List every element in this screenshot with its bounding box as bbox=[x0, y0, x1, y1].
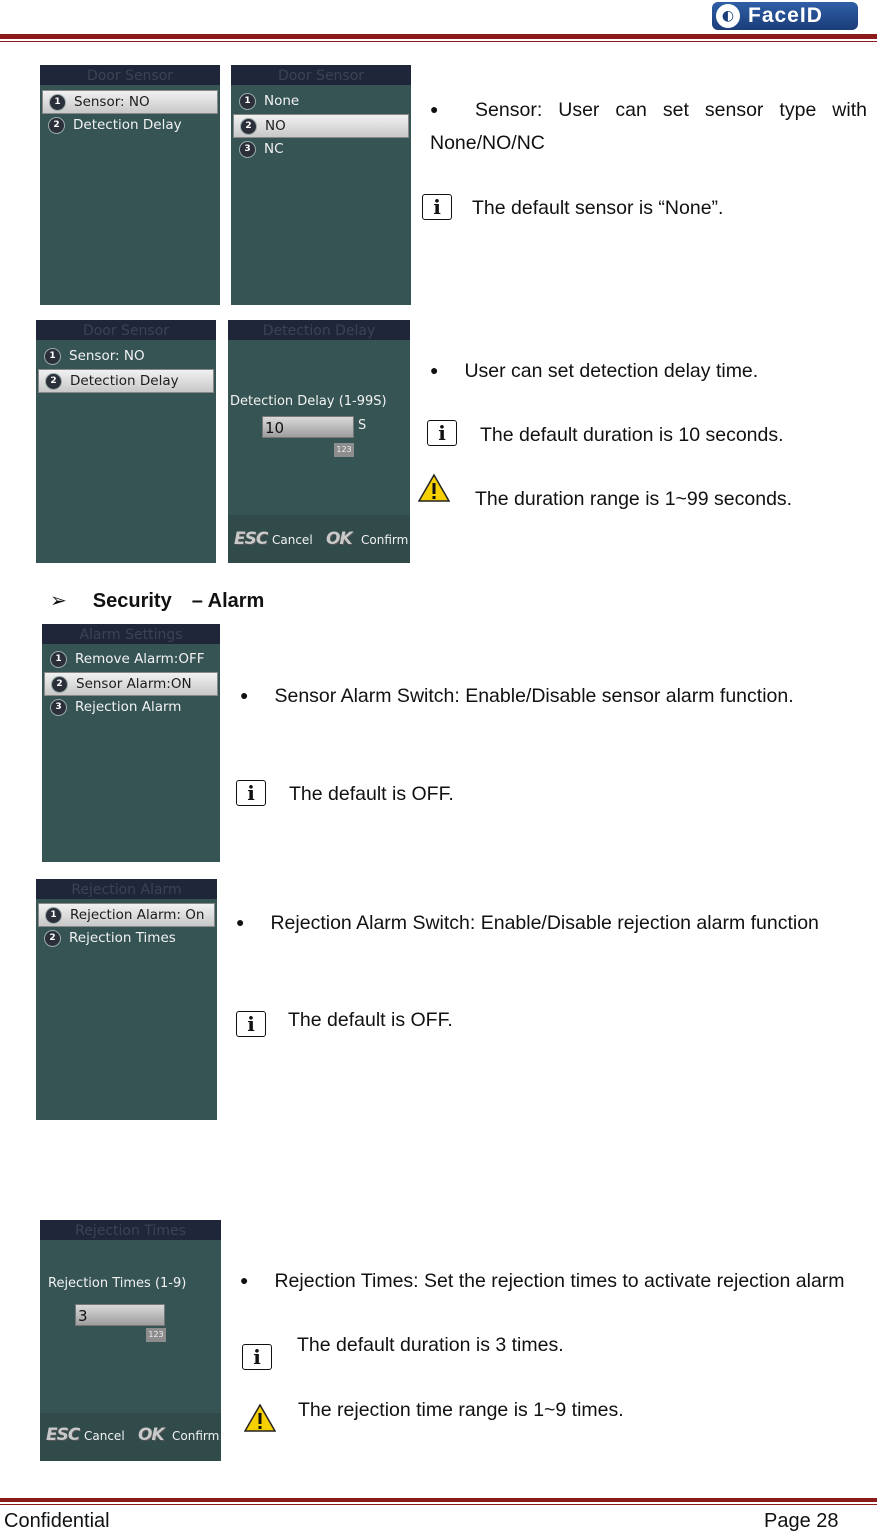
footer-rule bbox=[0, 1498, 877, 1502]
menu-item-label: Detection Delay bbox=[73, 117, 182, 133]
confirm-label: Confirm bbox=[172, 1429, 220, 1443]
delay-range-warning: The duration range is 1~99 seconds. bbox=[475, 488, 793, 510]
door-sensor-menu-screen bbox=[40, 65, 220, 305]
option-label: NO bbox=[265, 118, 286, 134]
rejection-alarm-screen bbox=[36, 879, 217, 1120]
detection-delay-screen bbox=[228, 320, 410, 563]
sensor-default-note: The default sensor is “None”. bbox=[472, 197, 724, 219]
logo-text: FaceID bbox=[748, 4, 823, 27]
arrow-bullet-icon: ➢ bbox=[50, 590, 67, 612]
cancel-label: Cancel bbox=[84, 1429, 125, 1443]
footer-page-number: Page 28 bbox=[764, 1510, 839, 1532]
footer-rule-thin bbox=[0, 1504, 877, 1505]
item-number: 2 bbox=[48, 117, 65, 134]
softkey-bar bbox=[40, 1413, 221, 1461]
menu-item-label: Rejection Alarm: On bbox=[70, 907, 205, 923]
input-method-indicator: 123 bbox=[146, 1328, 166, 1342]
faceid-logo bbox=[712, 2, 858, 30]
menu-item-rejection-alarm-switch[interactable] bbox=[38, 903, 215, 927]
menu-item-label: Rejection Times bbox=[69, 930, 176, 946]
footer-confidential: Confidential bbox=[4, 1510, 110, 1532]
menu-item-rejection-alarm[interactable] bbox=[44, 696, 218, 718]
item-number: 1 bbox=[239, 93, 256, 110]
menu-item-label: Sensor: NO bbox=[69, 348, 145, 364]
menu-item-sensor[interactable] bbox=[42, 90, 218, 114]
rejection-times-default-note: The default duration is 3 times. bbox=[297, 1334, 564, 1356]
menu-item-remove-alarm[interactable] bbox=[44, 648, 218, 670]
screen-title: Door Sensor bbox=[231, 65, 411, 85]
menu-item-label: Sensor Alarm:ON bbox=[76, 676, 192, 692]
unit-label: S bbox=[358, 418, 367, 433]
item-number: 2 bbox=[240, 118, 257, 135]
option-no[interactable] bbox=[233, 114, 409, 138]
menu-item-detection-delay[interactable] bbox=[38, 369, 214, 393]
screen-title: Rejection Times bbox=[40, 1220, 221, 1240]
menu-item-detection-delay[interactable] bbox=[42, 114, 218, 136]
screen-title: Detection Delay bbox=[228, 320, 410, 340]
door-sensor-options-screen bbox=[231, 65, 411, 305]
rejection-alarm-description bbox=[236, 907, 867, 940]
cancel-label: Cancel bbox=[272, 533, 313, 547]
warning-icon bbox=[418, 473, 450, 503]
esc-key-icon[interactable]: ESC bbox=[46, 1425, 80, 1445]
info-icon: i bbox=[236, 780, 266, 806]
rejection-times-screen bbox=[40, 1220, 221, 1461]
warning-icon bbox=[244, 1403, 276, 1433]
header-rule bbox=[0, 34, 877, 39]
option-nc[interactable] bbox=[233, 138, 409, 160]
item-number: 1 bbox=[45, 907, 62, 924]
delay-default-note: The default duration is 10 seconds. bbox=[480, 424, 784, 446]
rejection-times-description bbox=[240, 1265, 867, 1298]
screen-title: Door Sensor bbox=[40, 65, 220, 85]
ok-key-icon[interactable]: OK bbox=[326, 529, 352, 549]
menu-item-label: Remove Alarm:OFF bbox=[75, 651, 205, 667]
confirm-label: Confirm bbox=[361, 533, 409, 547]
sensor-description bbox=[430, 94, 867, 159]
rejection-alarm-default-note: The default is OFF. bbox=[288, 1009, 453, 1031]
item-number: 1 bbox=[44, 348, 61, 365]
item-number: 3 bbox=[239, 141, 256, 158]
info-icon: i bbox=[236, 1011, 266, 1037]
item-number: 1 bbox=[50, 651, 67, 668]
softkey-bar bbox=[228, 515, 410, 563]
menu-item-label: Sensor: NO bbox=[74, 94, 150, 110]
delay-description bbox=[430, 355, 867, 388]
option-none[interactable] bbox=[233, 90, 409, 112]
sensor-alarm-description bbox=[240, 680, 867, 713]
menu-item-label: Rejection Alarm bbox=[75, 699, 182, 715]
section-title: Security – Alarm bbox=[92, 590, 265, 612]
input-method-indicator: 123 bbox=[334, 443, 354, 457]
sensor-description-text: Sensor: User can set sensor type with None/NO/NC bbox=[430, 99, 867, 154]
menu-item-sensor[interactable] bbox=[38, 345, 214, 367]
header-rule-thin bbox=[0, 41, 877, 42]
section-heading bbox=[50, 584, 264, 613]
door-sensor-menu-screen-2 bbox=[36, 320, 216, 563]
detection-delay-label: Detection Delay (1-99S) bbox=[230, 394, 387, 409]
rejection-times-label: Rejection Times (1-9) bbox=[48, 1276, 187, 1291]
item-number: 3 bbox=[50, 699, 67, 716]
delay-description-text: User can set detection delay time. bbox=[464, 360, 759, 382]
esc-key-icon[interactable]: ESC bbox=[234, 529, 268, 549]
sensor-alarm-description-text: Sensor Alarm Switch: Enable/Disable sensor alarm function. bbox=[274, 685, 794, 707]
rejection-times-input[interactable]: 3 bbox=[75, 1304, 165, 1326]
face-icon: ◐ bbox=[716, 4, 740, 28]
item-number: 1 bbox=[49, 94, 66, 111]
screen-title: Rejection Alarm bbox=[36, 879, 217, 899]
item-number: 2 bbox=[44, 930, 61, 947]
alarm-settings-screen bbox=[42, 624, 220, 862]
rejection-times-description-text: Rejection Times: Set the rejection times to activate rejection alarm bbox=[274, 1270, 845, 1292]
ok-key-icon[interactable]: OK bbox=[138, 1425, 164, 1445]
item-number: 2 bbox=[45, 373, 62, 390]
option-label: NC bbox=[264, 141, 284, 157]
screen-title: Alarm Settings bbox=[42, 624, 220, 644]
menu-item-sensor-alarm[interactable] bbox=[44, 672, 218, 696]
sensor-alarm-default-note: The default is OFF. bbox=[289, 783, 454, 805]
rejection-alarm-description-text: Rejection Alarm Switch: Enable/Disable rejection alarm function bbox=[270, 912, 819, 934]
detection-delay-input[interactable]: 10 bbox=[262, 416, 354, 438]
screen-title: Door Sensor bbox=[36, 320, 216, 340]
item-number: 2 bbox=[51, 676, 68, 693]
menu-item-label: Detection Delay bbox=[70, 373, 179, 389]
info-icon: i bbox=[422, 194, 452, 220]
menu-item-rejection-times[interactable] bbox=[38, 927, 215, 949]
rejection-times-range-warning: The rejection time range is 1~9 times. bbox=[298, 1399, 624, 1421]
info-icon: i bbox=[427, 420, 457, 446]
option-label: None bbox=[264, 93, 300, 109]
info-icon: i bbox=[242, 1344, 272, 1370]
